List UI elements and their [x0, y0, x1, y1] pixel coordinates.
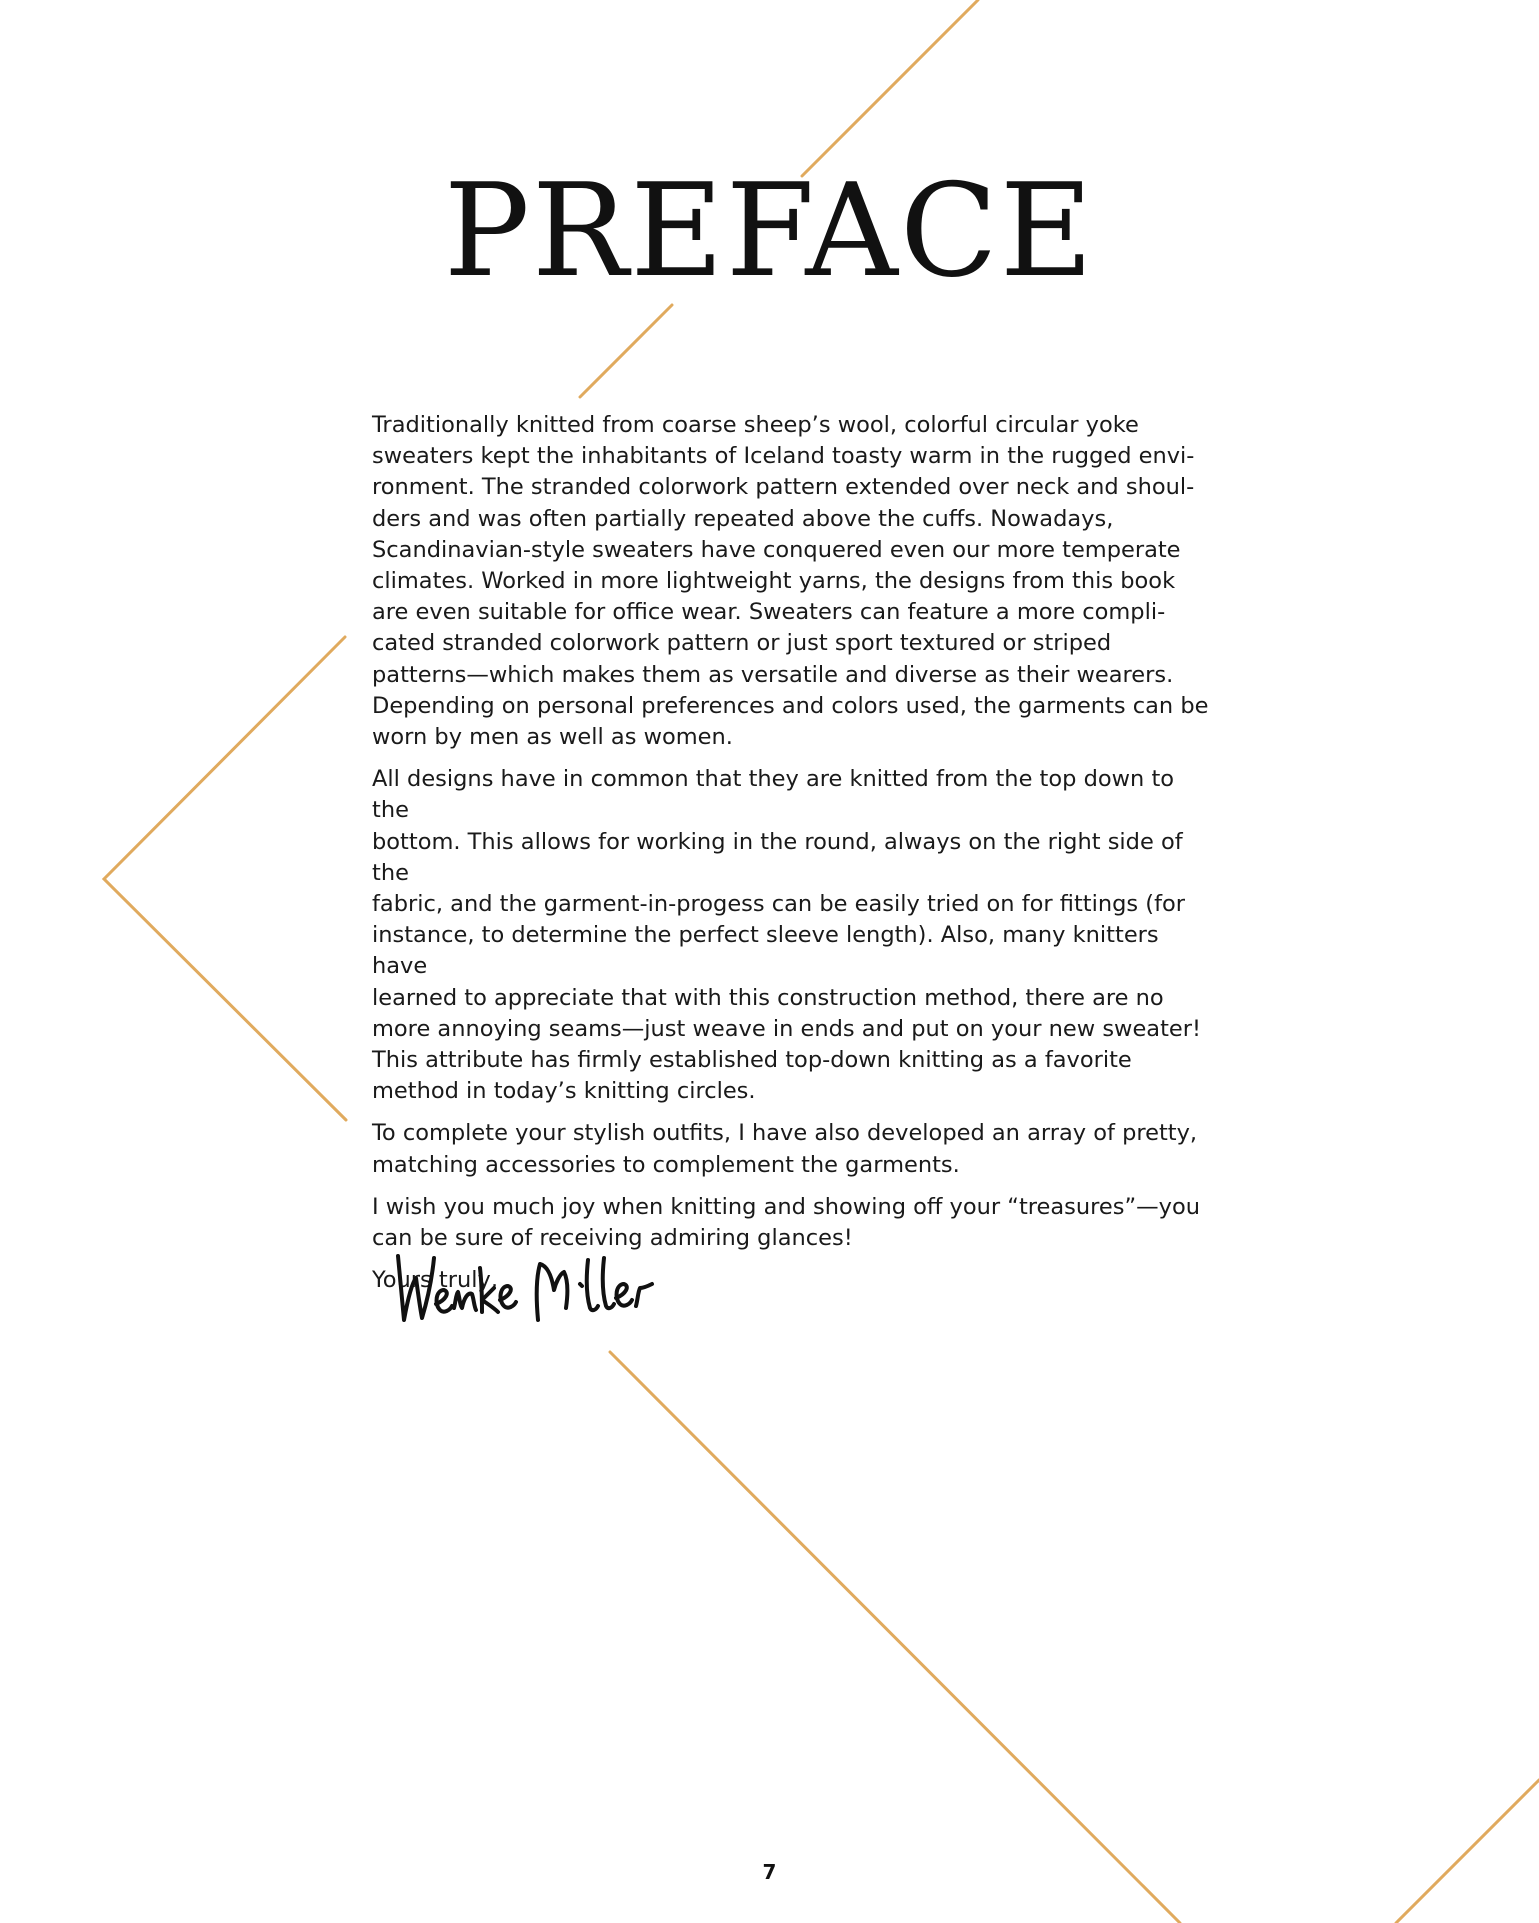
paragraph-accessories: To complete your stylish outfits, I have also developed an array of pretty, matching accessories to complement the garments.	[372, 1120, 1198, 1178]
deco-line-top-right	[802, 0, 978, 176]
deco-line-bottom-right	[1396, 1780, 1539, 1923]
paragraph-wishes: I wish you much joy when knitting and showing off your “treasures”—you can be sure of receiving admiring glances!	[372, 1193, 1200, 1252]
paragraph-construction: All designs have in common that they are knitted from the top down to the bottom. This allows for working in the round, always on the right side of the fabric, and the garment-in-progess can be easily tried on for fittings (for instance, to determine the perfect sleeve length). Also, many knitters have learned to appreciate that with this construction method, there are no more annoying seams—just weave in ends and put on your new sweater! This attribute has firmly established top-down knitting as a favorite method in today’s knitting circles.	[372, 766, 1202, 1105]
paragraph-intro: Traditionally knitted from coarse sheep’s wool, colorful circular yoke sweaters kept the inhabitants of Iceland toasty warm in the rugged envi- ronment. The stranded colorwork pattern extended over neck and shoul- ders and was often partially repeated above the cuffs. Nowadays, Scandinavian-style sweaters have conquered even our more temperate climates. Worked in more lightweight yarns, the designs from this book are even suitable for office wear. Sweaters can feature a more compli- cated stranded colorwork pattern or just sport textured or striped patterns—which makes them as versatile and diverse as their wearers. Depending on personal preferences and colors used, the garments can be worn by men as well as women.	[372, 412, 1209, 751]
preface-body	[372, 410, 1212, 1307]
deco-chevron-left	[104, 637, 346, 1120]
author-signature	[390, 1238, 690, 1338]
closing-salutation: Yours truly,	[372, 1267, 498, 1294]
deco-line-below-title	[580, 305, 672, 397]
page-title: PREFACE	[443, 157, 1096, 306]
deco-line-bottom-diagonal	[610, 1352, 1180, 1923]
page-number: 7	[762, 1860, 777, 1884]
